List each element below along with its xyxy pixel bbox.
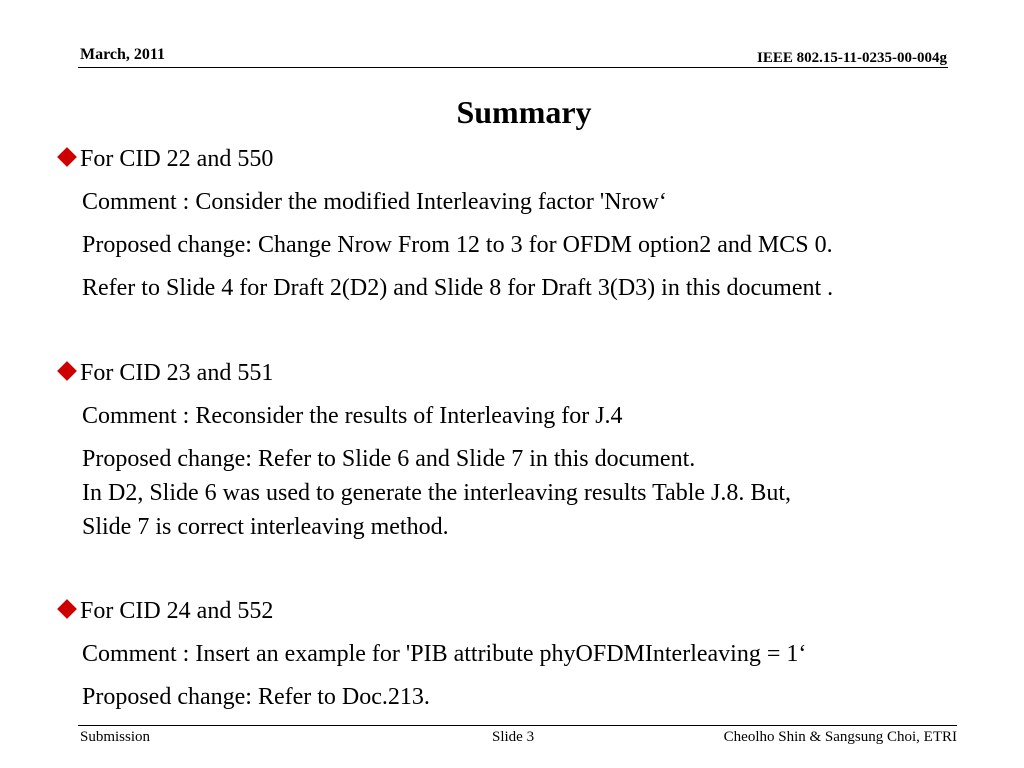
section-3-comment: Comment : Insert an example for 'PIB attribute phyOFDMInterleaving = 1‘ — [82, 641, 807, 667]
diamond-bullet-icon — [57, 147, 77, 167]
section-1-comment: Comment : Consider the modified Interleaving factor 'Nrow‘ — [82, 189, 667, 215]
diamond-bullet-icon — [57, 599, 77, 619]
footer-slide-number: Slide 3 — [492, 729, 535, 745]
footer-submission: Submission — [80, 729, 151, 745]
footer-rule — [78, 725, 957, 726]
header-date: March, 2011 — [80, 46, 166, 63]
section-2-comment: Comment : Reconsider the results of Interleaving for J.4 — [82, 403, 623, 429]
footer-authors: Cheolho Shin & Sangsung Choi, ETRI — [723, 729, 957, 745]
header-rule — [78, 67, 948, 68]
section-1-heading-text: For CID 22 and 550 — [80, 146, 274, 172]
diamond-bullet-icon — [57, 361, 77, 381]
section-2-note-line-2: Slide 7 is correct interleaving method. — [82, 514, 449, 540]
section-1-heading — [56, 145, 273, 173]
section-1-proposed-change: Proposed change: Change Nrow From 12 to 3 for OFDM option2 and MCS 0. — [82, 232, 833, 258]
section-3-heading — [56, 597, 273, 625]
section-3-heading-text: For CID 24 and 552 — [80, 598, 274, 624]
section-3-proposed-change: Proposed change: Refer to Doc.213. — [82, 684, 430, 710]
section-1-reference: Refer to Slide 4 for Draft 2(D2) and Slide 8 for Draft 3(D3) in this document . — [82, 275, 834, 301]
section-2-note-line-1: In D2, Slide 6 was used to generate the interleaving results Table J.8. But, — [82, 480, 792, 506]
section-2-heading-text: For CID 23 and 551 — [80, 360, 274, 386]
slide-title: Summary — [456, 94, 592, 130]
section-2-heading — [56, 359, 273, 387]
section-2-proposed-change: Proposed change: Refer to Slide 6 and Slide 7 in this document. — [82, 446, 696, 472]
header-document-id: IEEE 802.15-11-0235-00-004g — [756, 50, 947, 66]
